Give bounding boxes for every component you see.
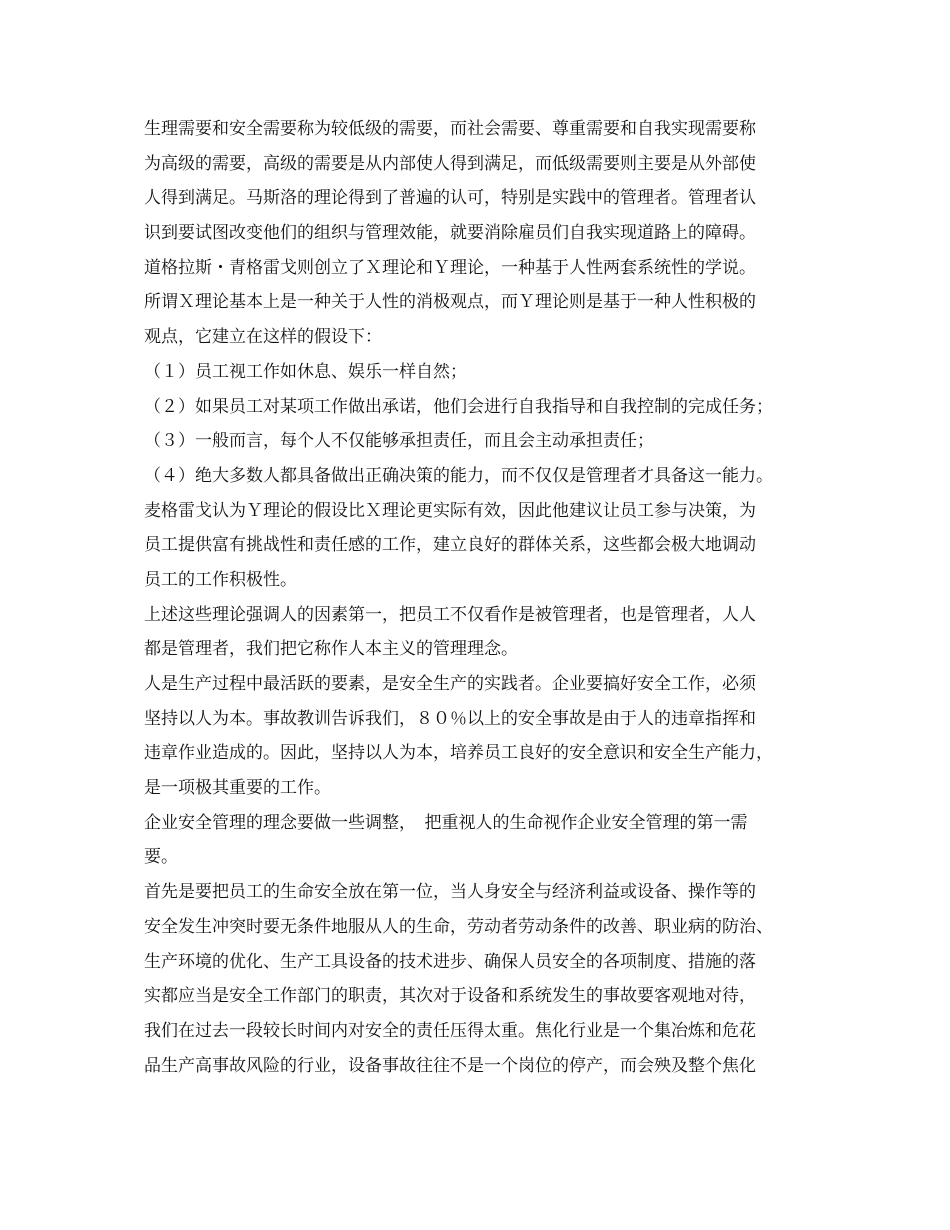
text-line-28: 品生产高事故风险的行业，设备事故往往不是一个岗位的停产，而会殃及整个焦化 — [144, 1055, 756, 1076]
list-item-3: （３）一般而言，每个人不仅能够承担责任，而且会主动承担责任； — [144, 431, 654, 452]
text-line-2: 为高级的需要，高级的需要是从内部使人得到满足，而低级需要则主要是从外部使 — [144, 153, 756, 174]
text-line-26: 实都应当是安全工作部门的职责，其次对于设备和系统发生的事故要客观地对待， — [144, 986, 756, 1007]
text-line-12: 麦格雷戈认为Ｙ理论的假设比Ｘ理论更实际有效，因此他建议让员工参与决策，为 — [144, 500, 756, 521]
text-line-13: 员工提供富有挑战性和责任感的工作，建立良好的群体关系，这些都会极大地调动 — [144, 535, 756, 556]
text-line-3: 人得到满足。马斯洛的理论得到了普遍的认可，特别是实践中的管理者。管理者认 — [144, 188, 756, 209]
text-line-21: 企业安全管理的理念要做一些调整， 把重视人的生命视作企业安全管理的第一需 — [144, 812, 748, 833]
document-body — [144, 112, 834, 1083]
list-item-2: （２）如果员工对某项工作做出承诺，他们会进行自我指导和自我控制的完成任务； — [144, 396, 773, 417]
text-line-16: 都是管理者，我们把它称作人本主义的管理理念。 — [144, 639, 518, 660]
text-line-25: 生产环境的优化、生产工具设备的技术进步、确保人员安全的各项制度、措施的落 — [144, 951, 756, 972]
text-line-14: 员工的工作积极性。 — [144, 569, 297, 590]
text-line-7: 观点，它建立在这样的假设下： — [144, 327, 382, 348]
text-line-5: 道格拉斯・青格雷戈则创立了Ｘ理论和Ｙ理论，一种基于人性两套系统性的学说。 — [144, 257, 756, 278]
text-line-23: 首先是要把员工的生命安全放在第一位，当人身安全与经济利益或设备、操作等的 — [144, 882, 756, 903]
text-line-15: 上述这些理论强调人的因素第一，把员工不仅看作是被管理者，也是管理者，人人 — [144, 604, 756, 625]
list-item-4: （４）绝大多数人都具备做出正确决策的能力，而不仅仅是管理者才具备这一能力。 — [144, 465, 773, 486]
text-line-6: 所谓Ｘ理论基本上是一种关于人性的消极观点，而Ｙ理论则是基于一种人性积极的 — [144, 292, 756, 313]
list-item-1: （１）员工视工作如休息、娱乐一样自然； — [144, 361, 467, 382]
text-line-22: 要。 — [144, 847, 178, 868]
text-line-24: 安全发生冲突时要无条件地服从人的生命，劳动者劳动条件的改善、职业病的防治、 — [144, 916, 773, 937]
text-line-4: 识到要试图改变他们的组织与管理效能，就要消除雇员们自我实现道路上的障碍。 — [144, 223, 756, 244]
text-line-1: 生理需要和安全需要称为较低级的需要，而社会需要、尊重需要和自我实现需要称 — [144, 119, 756, 139]
text-line-17: 人是生产过程中最活跃的要素，是安全生产的实践者。企业要搞好安全工作，必须 — [144, 674, 756, 694]
text-line-20: 是一项极其重要的工作。 — [144, 778, 331, 799]
text-line-19: 违章作业造成的。因此，坚持以人为本，培养员工良好的安全意识和安全生产能力， — [144, 743, 773, 764]
text-line-18: 坚持以人为本。事故教训告诉我们，８０％以上的安全事故是由于人的违章指挥和 — [144, 708, 756, 729]
text-line-27: 我们在过去一段较长时间内对安全的责任压得太重。焦化行业是一个集冶炼和危花 — [144, 1020, 756, 1041]
